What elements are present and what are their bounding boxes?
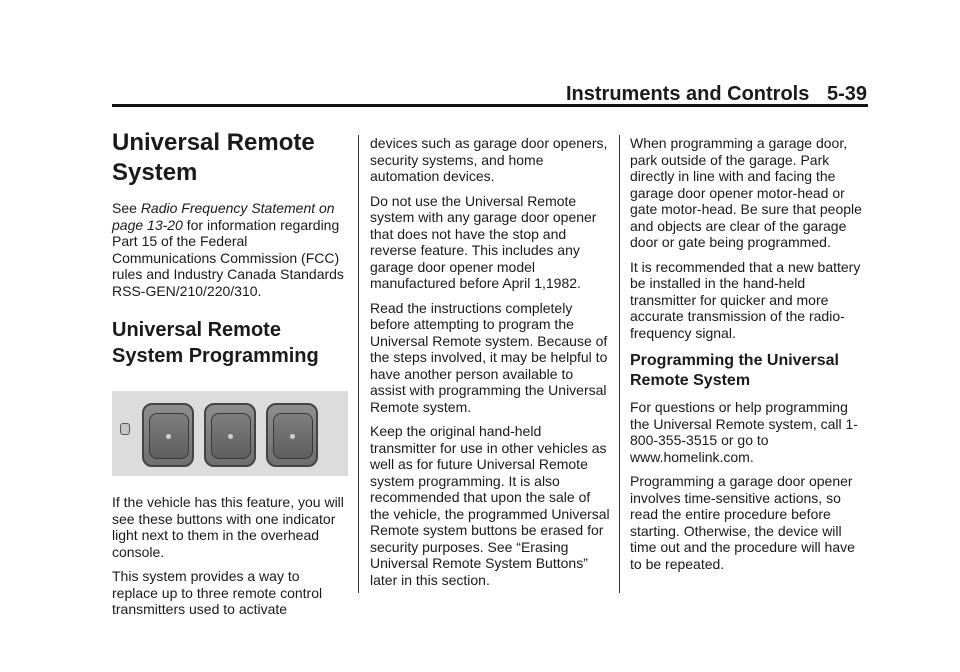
header-rule — [112, 104, 868, 107]
section-heading: Universal Remote System — [112, 129, 315, 186]
see-prefix: See — [112, 200, 141, 216]
subsection-heading: Programming the Universal Remote System — [630, 352, 839, 389]
page-number: 5-39 — [826, 82, 867, 105]
subsection-heading: Universal Remote System Programming — [112, 319, 319, 367]
paragraph: If the vehicle has this feature, you will see these buttons with one indicator light next to them in the overhead console. — [112, 494, 344, 560]
see-reference — [112, 200, 348, 299]
column-divider — [358, 135, 359, 593]
paragraph: It is recommended that a new battery be installed in the hand-held transmitter for quicker and more accurate transmission of the radio-frequency signal. — [630, 258, 861, 341]
remote-button-3-icon — [266, 403, 318, 467]
cross-reference-link[interactable]: Radio Frequency Statement on page 13-20 — [112, 200, 335, 233]
paragraph: devices such as garage door openers, security systems, and home automation devices. — [370, 135, 608, 184]
remote-button-2-icon — [204, 403, 256, 467]
paragraph: When programming a garage door, park outside of the garage. Park directly in line with and facing the garage door opener motor-head or gate motor-head. Be sure that people and objects are clear of the garage door or gate being programmed. — [630, 135, 862, 250]
paragraph: Do not use the Universal Remote system with any garage door opener that does not have the stop and reverse feature. This includes any garage door opener model manufactured before April 1,1982. — [370, 192, 597, 291]
page-header — [566, 82, 867, 106]
paragraph: Programming a garage door opener involves time-sensitive actions, so read the entire procedure before starting. Otherwise, the device will time out and the procedure will have to be repeated. — [630, 473, 855, 572]
column-divider — [619, 135, 620, 593]
remote-button-1-icon — [142, 403, 194, 467]
column-3 — [630, 135, 870, 580]
column-2 — [370, 135, 610, 596]
column-1 — [112, 128, 348, 626]
paragraph: Read the instructions completely before attempting to program the Universal Remote system. Because of the steps involved, it may be helpful to have another person available to assist with programming the Universal Remote system. — [370, 299, 608, 415]
see-suffix: for information regarding Part 15 of the Federal Communications Commission (FCC) rules and Industry Canada Standards RSS-GEN/210/220/310. — [112, 216, 344, 299]
paragraph: Keep the original hand-held transmitter for use in other vehicles as well as for future Universal Remote system programming. It is also recommended that upon the sale of the vehicle, the programmed Universal Remote system buttons be erased for security purposes. See “Erasing Universal Remote System Buttons” later in this section. — [370, 423, 610, 588]
overhead-console-figure — [112, 391, 348, 476]
section-title: Instruments and Controls — [566, 82, 810, 105]
paragraph: For questions or help programming the Universal Remote system, call 1-800-355-3515 or go to www.homelink.com. — [630, 399, 858, 465]
indicator-light-icon — [120, 423, 130, 435]
paragraph: This system provides a way to replace up to three remote control transmitters used to activate — [112, 568, 323, 617]
